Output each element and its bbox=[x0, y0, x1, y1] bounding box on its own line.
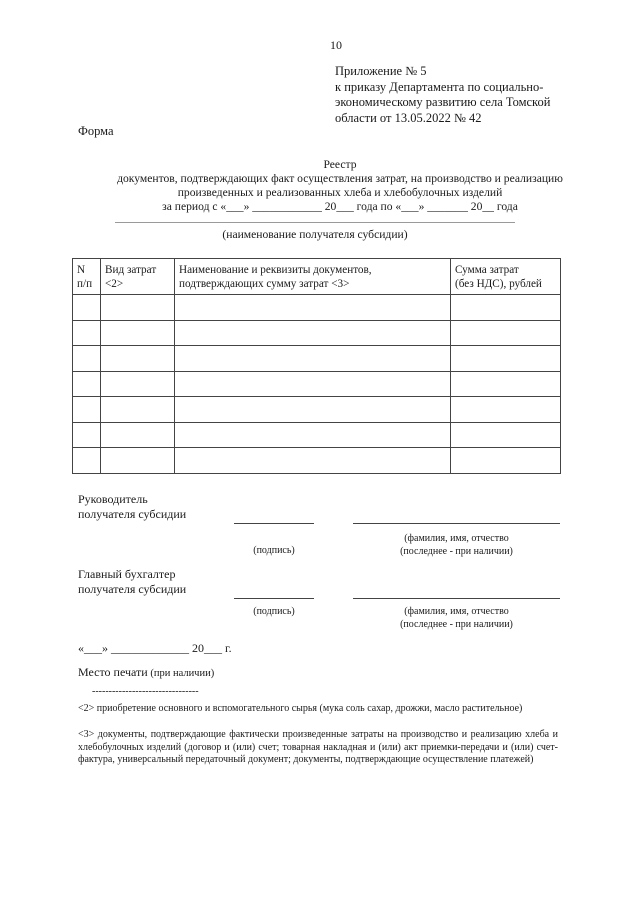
table-cell bbox=[101, 295, 175, 321]
appendix-line: Приложение № 5 bbox=[335, 64, 427, 78]
head-name-line bbox=[353, 523, 560, 524]
table-cell bbox=[175, 320, 451, 346]
table-cell bbox=[451, 448, 561, 474]
table-row bbox=[73, 346, 561, 372]
accountant-name-line bbox=[353, 598, 560, 599]
table-row bbox=[73, 295, 561, 321]
table-cell bbox=[175, 422, 451, 448]
table-row bbox=[73, 371, 561, 397]
table-cell bbox=[101, 397, 175, 423]
table-cell bbox=[73, 371, 101, 397]
table-row bbox=[73, 397, 561, 423]
title-line: произведенных и реализованных хлеба и хлебобулочных изделий bbox=[177, 186, 503, 199]
table-header-row bbox=[73, 259, 561, 295]
table-cell bbox=[101, 371, 175, 397]
appendix-line: экономическому развитию села Томской bbox=[335, 95, 551, 109]
seal-place bbox=[78, 665, 214, 682]
seal-label: Место печати bbox=[78, 665, 148, 679]
head-sign-caption: (подпись) bbox=[253, 545, 295, 556]
document-title bbox=[60, 158, 620, 214]
table-cell bbox=[73, 422, 101, 448]
accountant-signature-label: Главный бухгалтер получателя субсидии bbox=[78, 567, 187, 596]
header-documents: Наименование и реквизиты документов, подтверждающих сумму затрат <3> bbox=[175, 259, 451, 295]
form-label: Форма bbox=[78, 124, 114, 138]
table-cell bbox=[101, 448, 175, 474]
table-cell bbox=[101, 422, 175, 448]
table-body bbox=[73, 295, 561, 474]
table-cell bbox=[175, 346, 451, 372]
recipient-name-line bbox=[115, 222, 515, 223]
footnote-3: <3> документы, подтверждающие фактически произведенные затраты на производство и реализацию хлеба и хлебобулочных изделий (договор и (или) счет; товарная накладная и (или) акт приемки-передачи и (или) счет-фактура, универсальный передаточный документ; документы, подтверждающие осуществление платежей) bbox=[78, 729, 558, 766]
title-line: документов, подтверждающих факт осуществления затрат, на производство и реализацию bbox=[117, 172, 563, 185]
table-cell bbox=[451, 422, 561, 448]
table-cell bbox=[451, 346, 561, 372]
footnote-2: <2> приобретение основного и вспомогательного сырья (мука соль сахар, дрожжи, масло растительное) bbox=[78, 703, 523, 714]
date-line: «___» _____________ 20___ г. bbox=[78, 641, 232, 655]
table-cell bbox=[73, 295, 101, 321]
table-cell bbox=[73, 320, 101, 346]
table-cell bbox=[101, 346, 175, 372]
seal-note: (при наличии) bbox=[147, 668, 215, 679]
table-cell bbox=[175, 448, 451, 474]
table-cell bbox=[451, 397, 561, 423]
header-amount: Сумма затрат (без НДС), рублей bbox=[451, 259, 561, 295]
table-row bbox=[73, 422, 561, 448]
accountant-name-caption: (фамилия, имя, отчество (последнее - при наличии) bbox=[400, 606, 513, 630]
table-cell bbox=[175, 397, 451, 423]
head-signature-label: Руководитель получателя субсидии bbox=[78, 492, 187, 521]
table-cell bbox=[73, 448, 101, 474]
table-cell bbox=[451, 320, 561, 346]
registry-table bbox=[72, 258, 561, 474]
recipient-caption: (наименование получателя субсидии) bbox=[222, 228, 408, 241]
header-number: N п/п bbox=[73, 259, 101, 295]
table-row bbox=[73, 448, 561, 474]
appendix-line: области от 13.05.2022 № 42 bbox=[335, 110, 482, 125]
title-line: за период с «___» ____________ 20___ года по «___» _______ 20__ года bbox=[162, 200, 518, 213]
table-cell bbox=[451, 371, 561, 397]
accountant-sign-caption: (подпись) bbox=[253, 606, 295, 617]
head-name-caption: (фамилия, имя, отчество (последнее - при наличии) bbox=[400, 533, 513, 557]
appendix-line: к приказу Департамента по социально- bbox=[335, 79, 544, 94]
table-row bbox=[73, 320, 561, 346]
accountant-signature-line bbox=[234, 598, 314, 599]
table-cell bbox=[101, 320, 175, 346]
table-cell bbox=[73, 346, 101, 372]
table-cell bbox=[175, 295, 451, 321]
title-line: Реестр bbox=[323, 158, 357, 171]
appendix-header bbox=[335, 64, 550, 126]
table-cell bbox=[451, 295, 561, 321]
page-number: 10 bbox=[330, 38, 342, 52]
header-cost-type: Вид затрат <2> bbox=[101, 259, 175, 295]
footnote-separator: -------------------------------- bbox=[92, 686, 199, 697]
head-signature-line bbox=[234, 523, 314, 524]
table-cell bbox=[73, 397, 101, 423]
table-cell bbox=[175, 371, 451, 397]
